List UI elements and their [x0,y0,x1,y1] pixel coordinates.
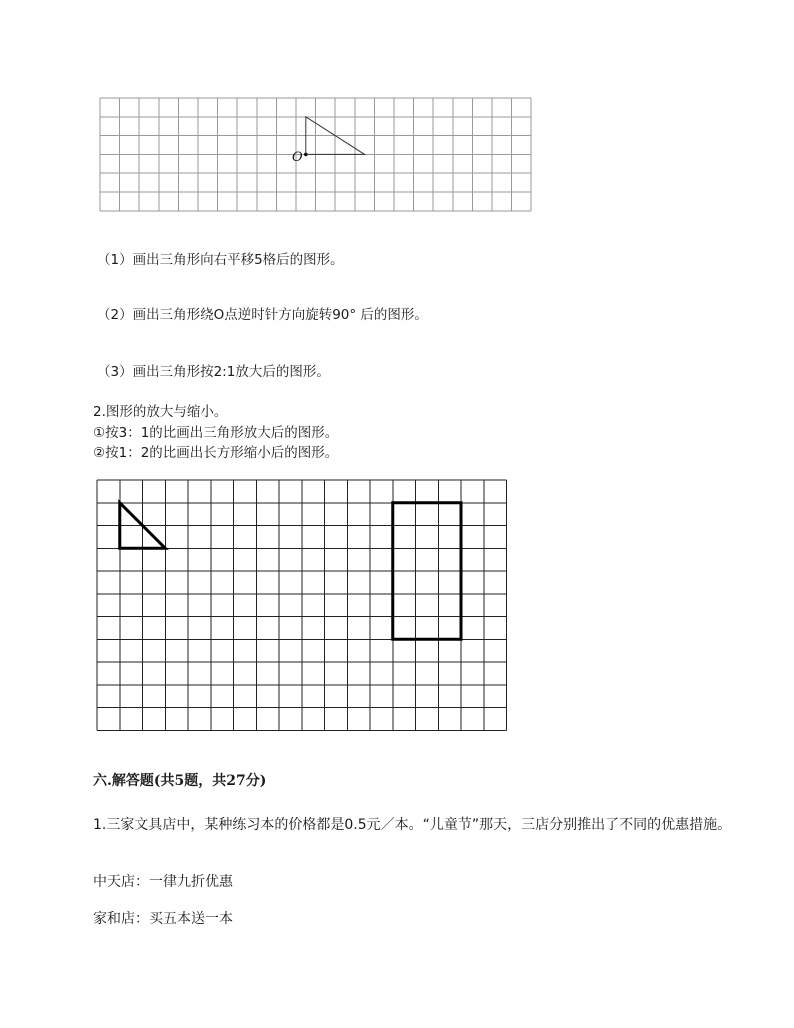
question-2-title: 2.图形的放大与缩小。 [93,404,228,420]
task-enlarge: （3）画出三角形按2:1放大后的图形。 [97,364,330,380]
origin-label: O [292,150,303,165]
section-6-heading: 六.解答题(共5题，共27分) [93,773,267,789]
origin-point [304,153,308,157]
store-zhongtian: 中天店：一律九折优惠 [93,874,233,890]
question-2-line-1: ①按3：1的比画出三角形放大后的图形。 [93,425,339,441]
question-6-1-text: 1.三家文具店中，某种练习本的价格都是0.5元／本。“儿童节”那天，三店分别推出了不同的优惠措施。 [93,817,732,833]
task-translate: （1）画出三角形向右平移5格后的图形。 [97,252,344,268]
task-rotate: （2）画出三角形绕O点逆时针方向旋转90° 后的图形。 [97,307,428,323]
question-2-line-2: ②按1：2的比画出长方形缩小后的图形。 [93,445,339,461]
store-jiahe: 家和店：买五本送一本 [93,911,233,927]
coordinate-grid-top [0,0,794,230]
scaling-grid [0,470,794,740]
